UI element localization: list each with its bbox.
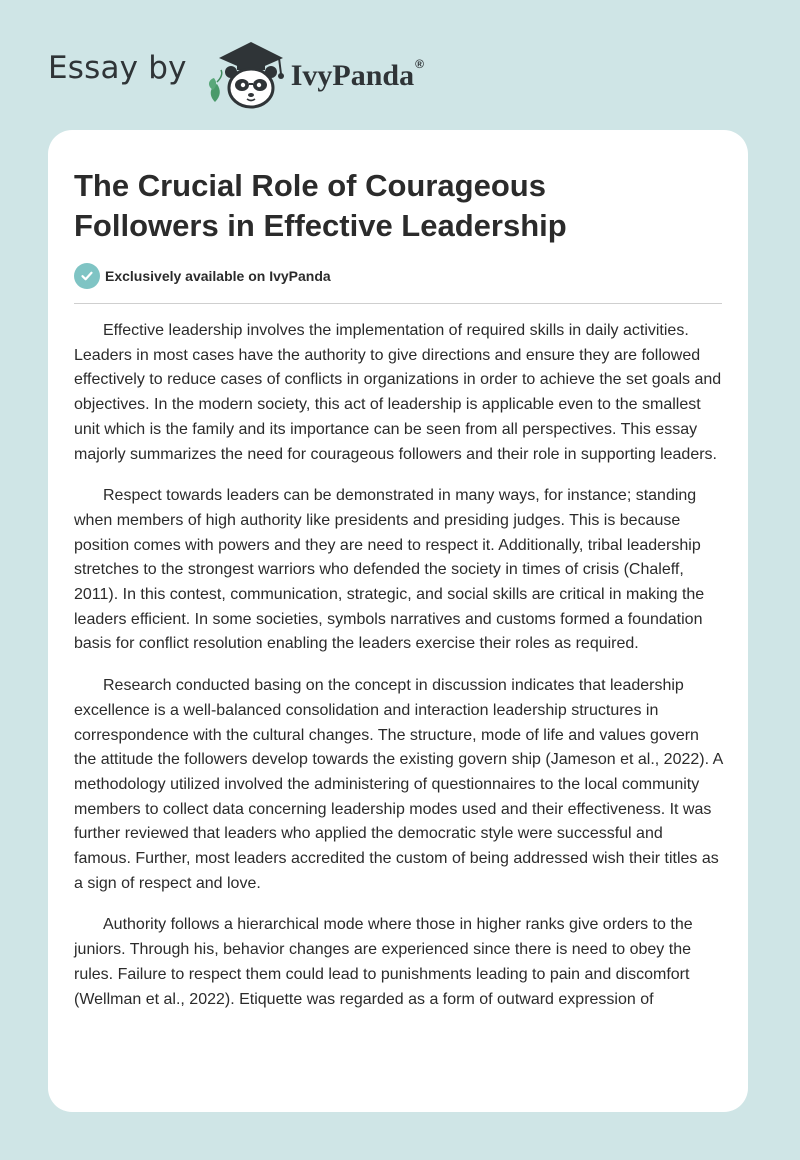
registered-mark: ® [415,57,424,71]
exclusive-badge [74,263,331,289]
paragraph-3: Research conducted basing on the concept in discussion indicates that leadership excellence is a well-balanced consolidation and interaction leadership structures in correspondence with the cultural changes. The structure, mode of life and values govern the attitude the followers develop towards the existing govern ship (Jameson et al., 2022). A methodology utilized involved the administering of questionnaires to the local community members to collect data concerning leadership modes used and their effectiveness. It was further reviewed that leaders who applied the democratic style were successful and famous. Further, most leaders accredited the custom of being addressed wish their titles as a sign of respect and love. [74,677,723,892]
essay-card [48,130,748,1112]
exclusive-label: Exclusively available on IvyPanda [105,268,331,284]
brand-prefix: Essay by [48,50,187,86]
paragraph-2: Respect towards leaders can be demonstrated in many ways, for instance; standing when members of high authority like presidents and presiding judges. This is because position comes with powers and they are need to respect it. Additionally, tribal leadership stretches to the strongest warriors who defended the society in times of crisis (Chaleff, 2011). In this contest, communication, strategic, and social skills are critical in making the leaders efficient. In some societies, symbols narratives and customs formed a foundation basis for conflict resolution enabling the leaders exercise their roles as required. [74,487,705,653]
brand-name[interactable]: IvyPanda® [290,57,424,92]
panda-graduate-icon[interactable] [201,36,291,112]
divider [74,303,722,304]
check-icon [74,263,100,289]
paragraph-4: Authority follows a hierarchical mode where those in higher ranks give orders to the juniors. Through his, behavior changes are experienced since there is need to obey the rules. Failure to respect them could lead to punishments leading to pain and discomfort (Wellman et al., 2022). Etiquette was regarded as a form of outward expression of [74,916,693,1008]
site-header [48,34,424,114]
essay-body [74,319,724,1029]
paragraph-1: Effective leadership involves the implementation of required skills in daily activities. Leaders in most cases have the authority to give directions and ensure they are followed effectively to reduce cases of conflicts in organizations in order to achieve the set goals and objectives. In the modern society, this act of leadership is applicable even to the smallest unit which is the family and its importance can be seen from all perspectives. This essay majorly summarizes the need for courageous followers and their role in supporting leaders. [74,322,722,463]
page-title: The Crucial Role of Courageous Followers in Effective Leadership [74,168,567,243]
